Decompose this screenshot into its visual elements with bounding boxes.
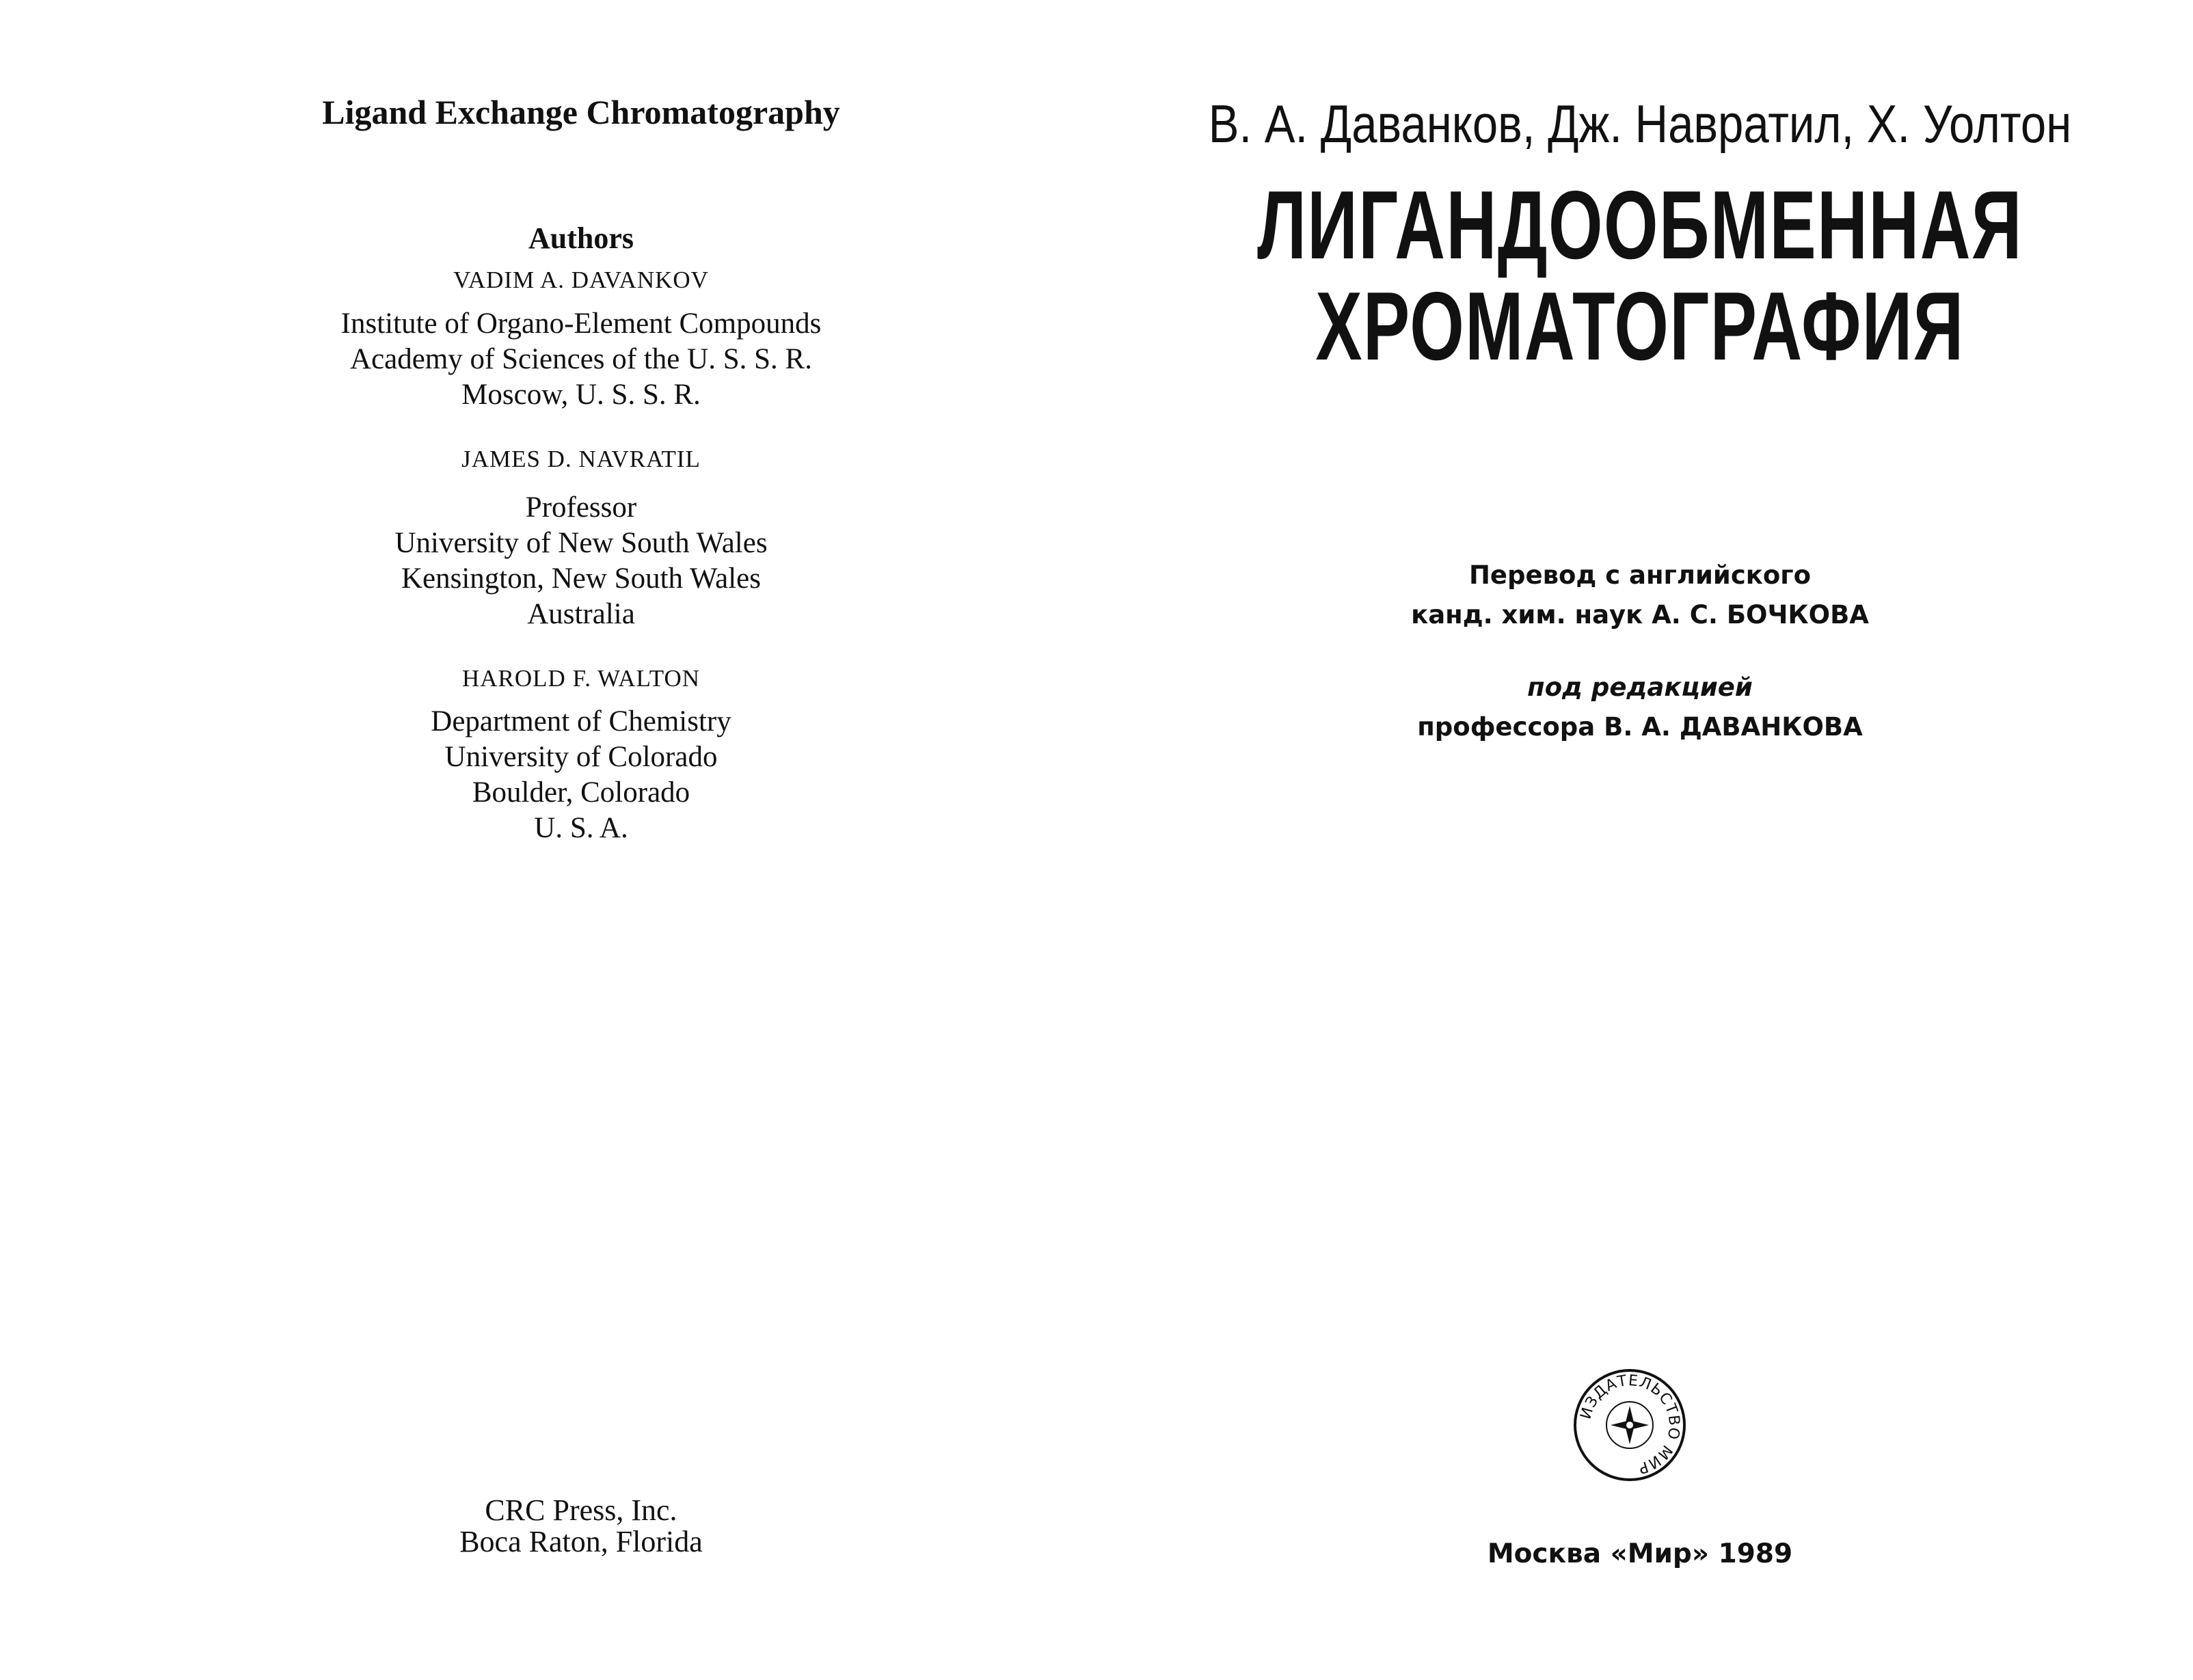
logo-text: ИЗДАТЕЛЬСТВО МИР — [1577, 1372, 1683, 1477]
right-page — [1096, 0, 2193, 1680]
affiliation-line: Department of Chemistry — [431, 705, 731, 737]
original-title: Ligand Exchange Chromatography — [322, 93, 840, 131]
author-affiliation-walton — [431, 704, 731, 846]
affiliation-line: Kensington, New South Wales — [401, 563, 762, 595]
publisher — [459, 1495, 703, 1558]
author-affiliation-davankov — [341, 306, 822, 413]
author-name-davankov: VADIM A. DAVANKOV — [453, 267, 709, 293]
translation-line: канд. хим. наук А. С. БОЧКОВА — [1411, 600, 1869, 629]
authors-heading: Authors — [528, 221, 634, 255]
editor-name: профессора В. А. ДАВАНКОВА — [1417, 712, 1863, 742]
editor-credit — [1417, 668, 1863, 747]
translation-line: Перевод с английского — [1468, 560, 1812, 590]
author-affiliation-navratil — [394, 490, 767, 632]
publisher-line: CRC Press, Inc. — [485, 1493, 677, 1527]
affiliation-line: Professor — [525, 491, 637, 524]
affiliation-line: Academy of Sciences of the U. S. S. R. — [350, 343, 812, 375]
affiliation-line: Australia — [527, 598, 635, 630]
affiliation-line: Boulder, Colorado — [472, 776, 690, 809]
affiliation-line: U. S. A. — [534, 812, 628, 844]
translation-credit — [1411, 556, 1869, 635]
affiliation-line: Institute of Organo-Element Compounds — [340, 308, 822, 340]
imprint: Москва «Мир» 1989 — [1487, 1539, 1793, 1569]
russian-title — [1257, 171, 2023, 381]
publisher-logo-icon — [1573, 1368, 1686, 1482]
affiliation-line: University of Colorado — [444, 741, 718, 773]
title-line: ЛИГАНДООБМЕННАЯ — [1257, 171, 2023, 280]
editor-label: под редакцией — [1527, 673, 1753, 702]
russian-authors: В. А. Даванков, Дж. Навратил, Х. Уолтон — [1208, 94, 2072, 154]
affiliation-line: Moscow, U. S. S. R. — [461, 379, 701, 411]
author-name-walton: HAROLD F. WALTON — [461, 665, 701, 692]
left-page — [0, 0, 1096, 1680]
author-name-navratil: JAMES D. NAVRATIL — [461, 446, 701, 472]
title-line: ХРОМАТОГРАФИЯ — [1315, 272, 1965, 381]
affiliation-line: University of New South Wales — [394, 527, 768, 559]
publisher-line: Boca Raton, Florida — [459, 1525, 703, 1558]
